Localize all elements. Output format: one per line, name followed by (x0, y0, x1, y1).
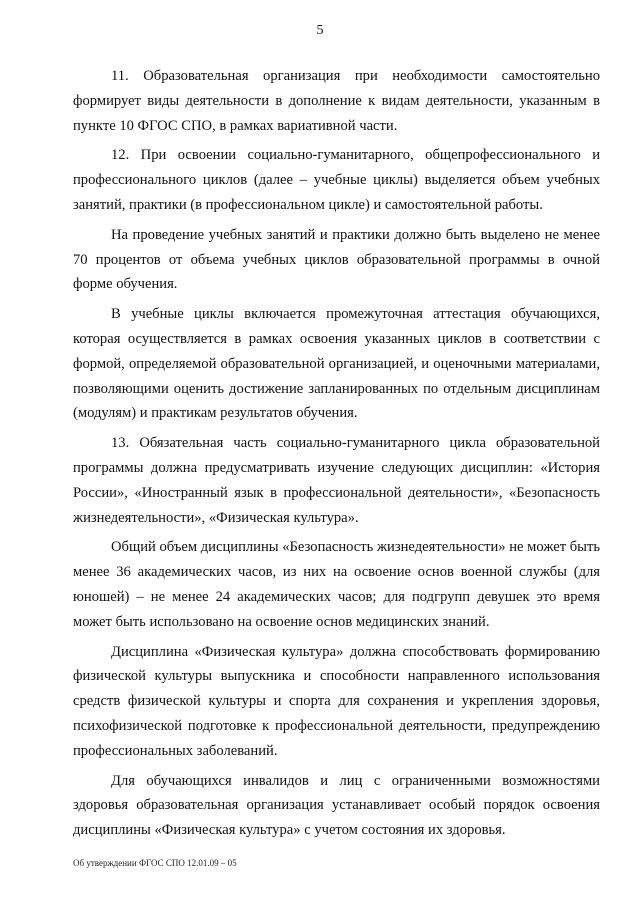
paragraph-13: 13. Обязательная часть социально-гуманитарного цикла образовательной программы должна предусматривать изучение следующих дисциплин: «История России», «Иностранный язык в профессиональной деятельности», «Безопасность жизнедеятельности», «Физическая культура». (73, 435, 600, 526)
paragraph-12-practice-volume: На проведение учебных занятий и практики должно быть выделено не менее 70 процентов от объема учебных циклов образовательной программы в очной форме обучения. (73, 226, 600, 293)
paragraph-12: 12. При освоении социально-гуманитарного, общепрофессионального и профессионального циклов (далее – учебные циклы) выделяется объем учебных занятий, практики (в профессиональном цикле) и самостоятельной работы. (73, 147, 600, 213)
page-number: 5 (316, 23, 324, 38)
paragraph-11: 11. Образовательная организация при необходимости самостоятельно формирует виды деятельности в дополнение к видам деятельности, указанным в пункте 10 ФГОС СПО, в рамках вариативной части. (73, 68, 600, 134)
document-body (73, 64, 600, 848)
paragraph-13-physical-culture: Дисциплина «Физическая культура» должна способствовать формированию физической культуры выпускника и способности направленного использования средств физической культуры и спорта для сохранения и укрепления здоровья, психофизической подготовке к профессиональной деятельности, предупреждению профессиональных заболеваний. (73, 643, 600, 759)
paragraph-12-attestation: В учебные циклы включается промежуточная аттестация обучающихся, которая осуществляется в рамках освоения указанных циклов в соответствии с формой, определяемой образовательной организацией, и оценочными материалами, позволяющими оценить достижение запланированных по отдельным дисциплинам (модулям) и практикам результатов обучения. (73, 306, 600, 422)
page-footer: Об утверждении ФГОС СПО 12.01.09 – 05 (73, 858, 237, 868)
paragraph-13-disabled-students: Для обучающихся инвалидов и лиц с ограниченными возможностями здоровья образовательная организация устанавливает особый порядок освоения дисциплины «Физическая культура» с учетом состояния их здоровья. (73, 772, 600, 839)
paragraph-13-life-safety: Общий объем дисциплины «Безопасность жизнедеятельности» не может быть менее 36 академических часов, из них на освоение основ военной службы (для юношей) – не менее 24 академических часов; для подгрупп девушек это время может быть использовано на освоение основ медицинских знаний. (73, 539, 600, 630)
